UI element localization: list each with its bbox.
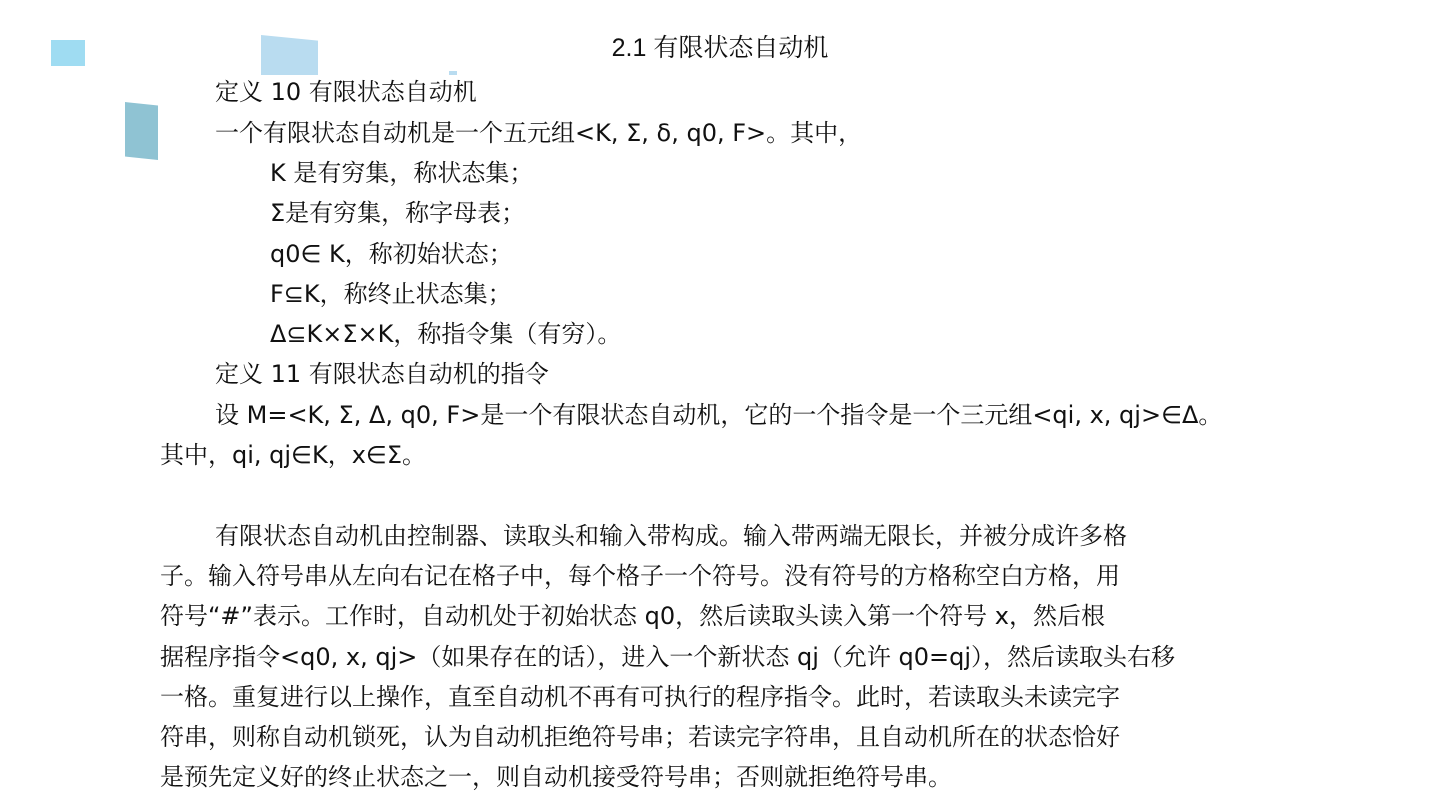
- paragraph-line: 据程序指令<q0, x, qj>（如果存在的话），进入一个新状态 qj（允许 q0=qj），然后读取头右移: [160, 643, 1176, 671]
- paragraph-line: 符串，则称自动机锁死，认为自动机拒绝符号串；若读完字符串，且自动机所在的状态恰好: [160, 723, 1120, 751]
- paragraph-line: 符号“#”表示。工作时，自动机处于初始状态 q0，然后读取头读入第一个符号 x，然后根: [160, 602, 1105, 630]
- slide-title: 2.1 有限状态自动机: [611, 34, 829, 62]
- paragraph-line: 是预先定义好的终止状态之一，则自动机接受符号串；否则就拒绝符号串。: [160, 763, 952, 791]
- definition-item-f: F⊆K，称终止状态集；: [270, 280, 512, 308]
- decorative-block: [125, 102, 158, 160]
- definition-11-text-cont: 其中，qi, qj∈K，x∈Σ。: [160, 441, 426, 469]
- definition-10-intro: 一个有限状态自动机是一个五元组<K, Σ, δ, q0, F>。其中，: [215, 119, 863, 147]
- paragraph-line: 一格。重复进行以上操作，直至自动机不再有可执行的程序指令。此时，若读取头未读完字: [160, 683, 1120, 711]
- definition-item-sigma: Σ是有穷集，称字母表；: [270, 199, 526, 227]
- definition-11-heading: 定义 11 有限状态自动机的指令: [215, 360, 549, 388]
- paragraph-line: 有限状态自动机由控制器、读取头和输入带构成。输入带两端无限长，并被分成许多格: [215, 522, 1127, 550]
- definition-11-text: 设 M=<K, Σ, Δ, q0, F>是一个有限状态自动机，它的一个指令是一个三元组<qi, x, qj>∈Δ。: [215, 401, 1223, 429]
- paragraph-line: 子。输入符号串从左向右记在格子中，每个格子一个符号。没有符号的方格称空白方格，用: [160, 562, 1120, 590]
- definition-item-k: K 是有穷集，称状态集；: [270, 159, 534, 187]
- paragraph-gap: [160, 480, 1160, 510]
- definition-item-q0: q0∈ K，称初始状态；: [270, 240, 513, 268]
- definition-10-heading: 定义 10 有限状态自动机: [215, 78, 477, 106]
- definition-item-delta: Δ⊆K×Σ×K，称指令集（有穷）。: [270, 320, 622, 348]
